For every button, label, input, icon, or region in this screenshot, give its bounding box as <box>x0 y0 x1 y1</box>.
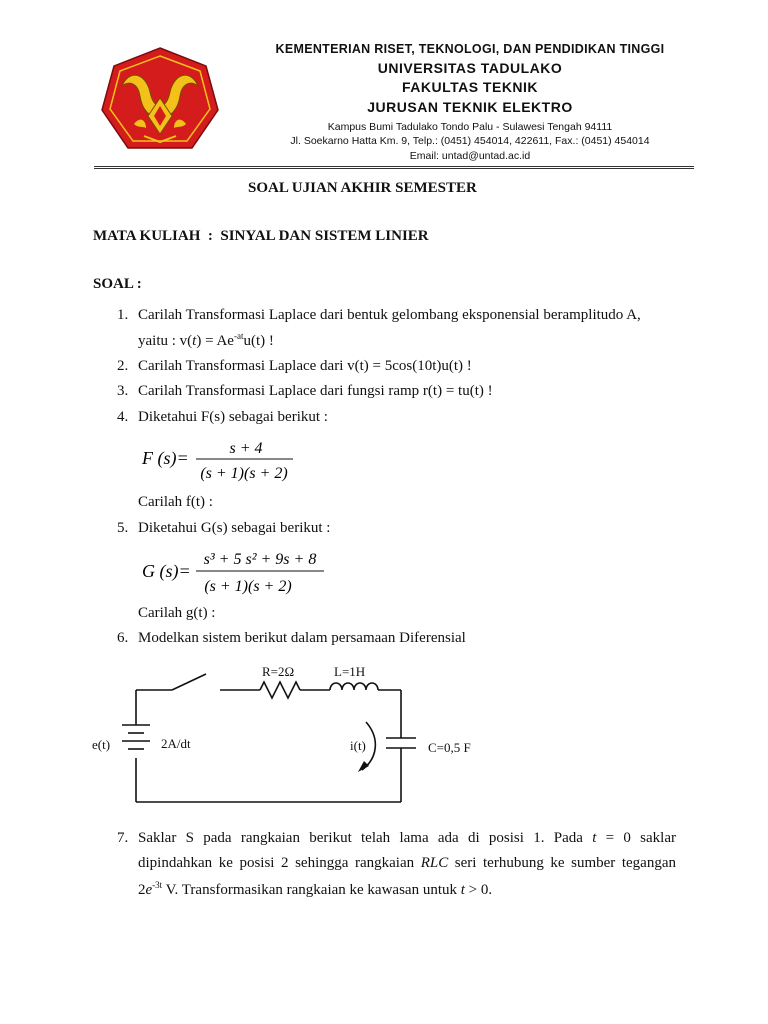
question-number: 4. <box>117 409 129 425</box>
resistor-label: R=2Ω <box>262 664 295 679</box>
soal-heading: SOAL : <box>93 276 142 292</box>
letterhead-divider <box>94 166 694 167</box>
question-5-followup: Carilah g(t) : <box>138 605 216 621</box>
formula-numerator: s³ + 5 s² + 9s + 8 <box>203 551 317 568</box>
question-number: 3. <box>117 383 129 399</box>
current-arrowhead <box>358 761 369 772</box>
question-1-line-2: yaitu : $v(t) = Ae^{-at}u(t)$ ! <box>138 331 274 349</box>
campus-address: Kampus Bumi Tadulako Tondo Palu - Sulawesi Tengah 94111 <box>327 121 613 133</box>
ministry-name: KEMENTERIAN RISET, TEKNOLOGI, DAN PENDIDIKAN TINGGI <box>275 42 665 56</box>
question-number: 7. <box>117 830 129 846</box>
inductor-symbol <box>330 683 378 690</box>
course-name: SINYAL DAN SISTEM LINIER <box>220 228 429 244</box>
question-7-line-1: Saklar S pada rangkaian berikut telah lama ada di posisi 1. Pada t = 0 saklar <box>138 830 676 846</box>
question-7-line-2: dipindahkan ke posisi 2 sehingga rangkaian RLC seri terhubung ke sumber tegangan <box>138 855 677 871</box>
question-1-line-1: Carilah Transformasi Laplace dari bentuk gelombang eksponensial beramplitudo A, <box>138 307 641 323</box>
question-7-line-3: $2e^{-3t}$ V. Transformasikan rangkaian ke kawasan untuk t > 0. <box>138 880 493 898</box>
contact-email: Email: untad@untad.ac.id <box>409 150 531 162</box>
course-separator: : <box>207 228 213 244</box>
course-line <box>93 228 429 245</box>
formula-g-of-s <box>138 546 338 605</box>
question-number: 1. <box>117 307 129 323</box>
inductor-label: L=1H <box>334 664 366 679</box>
course-label: MATA KULIAH <box>93 228 201 244</box>
formula-lhs: G (s)= <box>142 561 191 581</box>
question-4-followup: Carilah f(t) : <box>138 494 213 510</box>
street-address: Jl. Soekarno Hatta Km. 9, Telp.: (0451) 454014, 422611, Fax.: (0451) 454014 <box>290 135 650 147</box>
formula-denominator: (s + 1)(s + 2) <box>204 578 292 595</box>
question-number: 5. <box>117 520 129 536</box>
university-name: UNIVERSITAS TADULAKO <box>377 60 563 76</box>
rlc-circuit-diagram <box>90 660 490 810</box>
capacitor-label: C=0,5 F <box>428 740 471 755</box>
current-label: i(t) <box>350 738 366 753</box>
source-value: 2A/dt <box>161 736 191 751</box>
question-2-text: Carilah Transformasi Laplace dari v(t) = 5cos(10t)u(t) ! <box>138 358 472 374</box>
question-3-text: Carilah Transformasi Laplace dari fungsi ramp r(t) = tu(t) ! <box>138 383 493 399</box>
resistor-symbol <box>260 682 300 698</box>
exponent: -3t <box>152 880 163 890</box>
question-4-text: Diketahui F(s) sebagai berikut : <box>138 409 328 425</box>
formula-f-of-s <box>138 436 308 491</box>
department-name: JURUSAN TEKNIK ELEKTRO <box>367 99 573 115</box>
formula-lhs: F (s)= <box>142 448 189 468</box>
exam-title: SOAL UJIAN AKHIR SEMESTER <box>248 180 477 196</box>
formula-denominator: (s + 1)(s + 2) <box>200 465 288 482</box>
question-number: 2. <box>117 358 129 374</box>
question-6-text: Modelkan sistem berikut dalam persamaan Diferensial <box>138 630 466 646</box>
source-label: e(t) <box>92 737 111 752</box>
question-number: 6. <box>117 630 129 646</box>
switch-arm <box>172 674 206 690</box>
faculty-name: FAKULTAS TEKNIK <box>401 79 539 95</box>
university-logo-icon <box>100 46 220 158</box>
letterhead-divider-2 <box>94 168 694 169</box>
formula-numerator: s + 4 <box>229 440 263 457</box>
question-5-text: Diketahui G(s) sebagai berikut : <box>138 520 331 536</box>
exponent: -at <box>233 331 244 341</box>
